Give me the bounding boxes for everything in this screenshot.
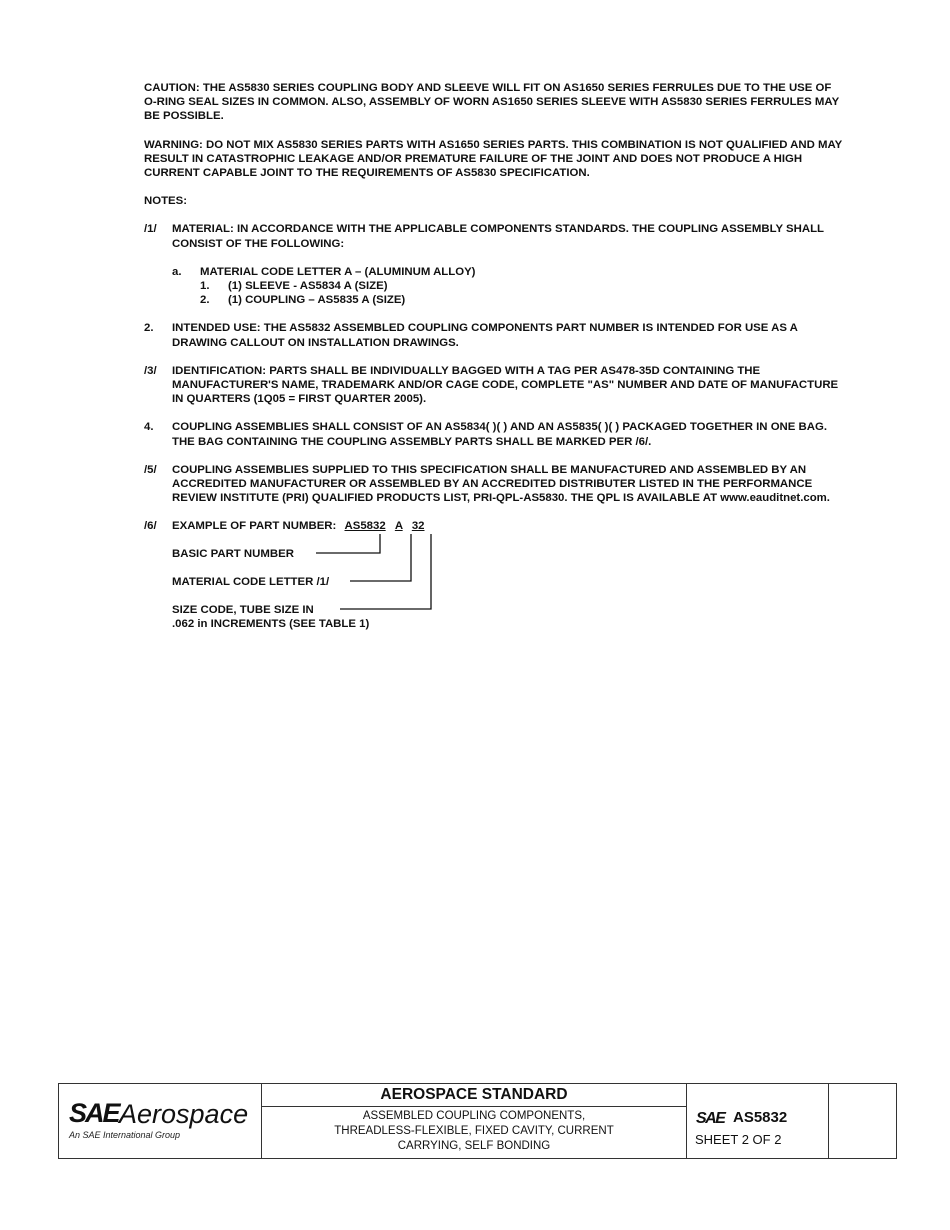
part-basic: AS5832: [344, 520, 386, 533]
logo-aerospace-text: Aerospace: [119, 1099, 249, 1129]
size-code-callout-1: SIZE CODE, TUBE SIZE IN: [172, 604, 314, 617]
title-line: CARRYING, SELF BONDING: [397, 1140, 551, 1152]
title-cell: [262, 1084, 687, 1158]
basic-callout-line: [316, 534, 380, 553]
material-code-label: a.: [172, 265, 182, 278]
note-5: [144, 463, 844, 506]
note-number: /1/: [144, 223, 157, 236]
title-line: ASSEMBLED COUPLING COMPONENTS,: [362, 1110, 586, 1122]
sae-small-logo: SAE: [696, 1110, 725, 1127]
warning-paragraph: WARNING: DO NOT MIX AS5830 SERIES PARTS WITH AS1650 SERIES PARTS. THIS COMBINATION IS NOT QUALIFIED AND MAY RESULT IN CATASTROPHIC LEAKAGE AND/OR PREMATURE FAILURE OF THE JOINT AND DOES NOT PRODUCE A HIGH CURRENT CAPABLE JOINT TO THE REQUIREMENTS OF AS5830 SPECIFICATION.: [144, 138, 843, 180]
sae-aerospace-logo: [59, 1084, 262, 1158]
caution-paragraph: CAUTION: THE AS5830 SERIES COUPLING BODY AND SLEEVE WILL FIT ON AS1650 SERIES FERRULES DUE TO THE USE OF O-RING SEAL SIZES IN COMMON. ALSO, ASSEMBLY OF WORN AS1650 SERIES SLEEVE WITH AS5830 SERIES FERRULES MAY BE POSSIBLE.: [144, 82, 839, 123]
standard-heading: AEROSPACE STANDARD: [262, 1084, 686, 1107]
part-material: A: [394, 520, 403, 533]
note-6: [144, 519, 844, 631]
material-code-heading: MATERIAL CODE LETTER A – (ALUMINUM ALLOY): [200, 265, 476, 278]
material-code-list: [172, 265, 844, 308]
note-2: [144, 321, 844, 349]
size-callout-line: [340, 534, 431, 609]
note-text: COUPLING ASSEMBLIES SHALL CONSIST OF AN AS5834( )( ) AND AN AS5835( )( ) PACKAGED TOGETHER IN ONE BAG. THE BAG CONTAINING THE COUPLING ASSEMBLY PARTS SHALL BE MARKED PER /6/.: [172, 421, 828, 448]
basic-part-label: BASIC PART NUMBER: [172, 548, 294, 561]
note-text: EXAMPLE OF PART NUMBER:: [172, 520, 337, 533]
note-text: INTENDED USE: THE AS5832 ASSEMBLED COUPLING COMPONENTS PART NUMBER IS INTENDED FOR USE AS A DRAWING CALLOUT ON INSTALLATION DRAWINGS.: [172, 322, 798, 349]
title-block: [58, 1083, 897, 1159]
logo-tagline: An SAE International Group: [69, 1130, 181, 1140]
sheet-number: SHEET 2 OF 2: [695, 1132, 782, 1147]
note-text: MATERIAL: IN ACCORDANCE WITH THE APPLICABLE COMPONENTS STANDARDS. THE COUPLING ASSEMBLY SHALL CONSIST OF THE FOLLOWING:: [172, 223, 824, 250]
note-1: [144, 222, 844, 307]
standard-number-cell: [687, 1084, 829, 1158]
note-number: /6/: [144, 520, 157, 533]
note-text: IDENTIFICATION: PARTS SHALL BE INDIVIDUALLY BAGGED WITH A TAG PER AS478-35D CONTAINING THE MANUFACTURER'S NAME, TRADEMARK AND/OR CAGE CODE, COMPLETE "AS" NUMBER AND DATE OF MANUFACTURE IN QUARTERS (1Q05 = FIRST QUARTER 2005).: [172, 364, 839, 406]
document-body: [144, 81, 844, 645]
note-number: 4.: [144, 421, 154, 434]
note-text: COUPLING ASSEMBLIES SUPPLIED TO THIS SPECIFICATION SHALL BE MANUFACTURED AND ASSEMBLED BY AN ACCREDITED MANUFACTURER OR ASSEMBLED BY AN ACCREDITED DISTRIBUTER LISTED IN THE PERFORMANCE REVIEW INSTITUTE (PRI) QUALIFIED PRODUCTS LIST, PRI-QPL-AS5830. THE QPL IS AVAILABLE AT www.eauditnet.com.: [172, 463, 830, 505]
standard-number: AS5832: [733, 1109, 788, 1126]
note-number: /5/: [144, 463, 157, 476]
note-4: [144, 420, 844, 448]
material-code-callout: MATERIAL CODE LETTER /1/: [172, 576, 330, 589]
title-line: THREADLESS-FLEXIBLE, FIXED CAVITY, CURRENT: [334, 1125, 614, 1137]
list-item: 2. (1) COUPLING – AS5835 A (SIZE): [200, 294, 406, 307]
note-number: 2.: [144, 322, 154, 335]
note-number: /3/: [144, 364, 157, 377]
note-3: [144, 364, 844, 407]
material-callout-line: [350, 534, 411, 581]
list-item: 1. (1) SLEEVE - AS5834 A (SIZE): [200, 280, 388, 293]
size-code-callout-2: .062 in INCREMENTS (SEE TABLE 1): [172, 618, 370, 631]
revision-cell: [829, 1084, 898, 1158]
part-size: 32: [411, 520, 425, 533]
notes-heading: NOTES:: [144, 195, 188, 208]
document-title: [262, 1109, 686, 1154]
logo-sae-text: SAE: [69, 1098, 119, 1128]
